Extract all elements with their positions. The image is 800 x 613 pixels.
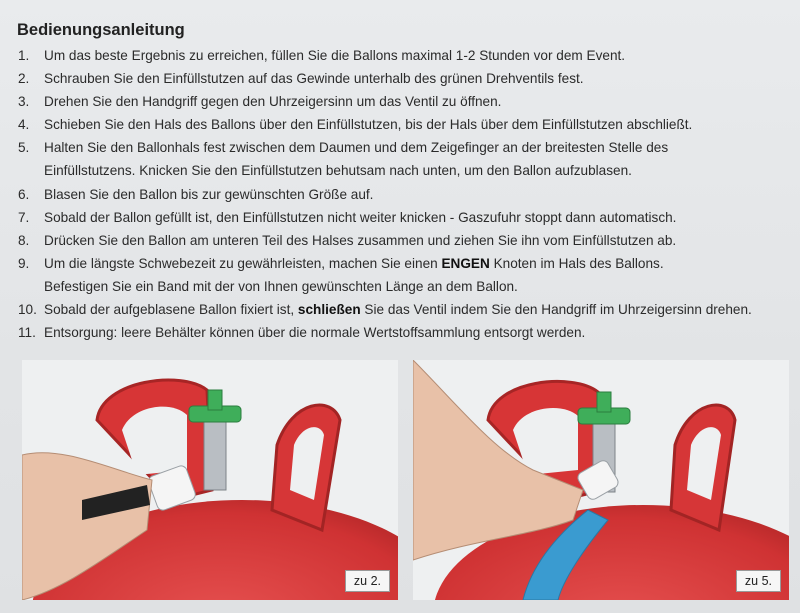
step-number: 10.: [18, 302, 37, 318]
step-number: 11.: [18, 325, 36, 341]
step-text-part: Sobald der aufgeblasene Ballon fixiert ist,: [44, 302, 298, 318]
step-text-part: Sie das Ventil indem Sie den Handgriff im Uhrzeigersinn drehen.: [360, 302, 752, 318]
step-text-part: Knoten im Hals des Ballons.: [489, 255, 664, 271]
page-title: Bedienungsanleitung: [17, 21, 185, 39]
step-text: Sobald der Ballon gefüllt ist, den Einfüllstutzen nicht weiter knicken - Gaszufuhr stoppt dann automatisch.: [44, 209, 677, 225]
photo-caption: zu 2.: [345, 570, 390, 592]
step-number: 2.: [18, 71, 30, 87]
helium-tank-balloon-illustration: [413, 360, 789, 600]
list-item: [18, 183, 798, 206]
step-text-line: Halten Sie den Ballonhals fest zwischen dem Daumen und dem Zeigefinger an der breitesten Stelle des: [44, 140, 669, 156]
step-text-line: Befestigen Sie ein Band mit der von Ihnen gewünschten Länge an dem Ballon.: [44, 278, 518, 294]
instruction-list: [18, 44, 798, 344]
photo-caption: zu 5.: [736, 570, 781, 592]
list-item: [18, 229, 798, 252]
step-number: 6.: [18, 186, 30, 202]
step-text-part: Um die längste Schwebezeit zu gewährleisten, machen Sie einen: [44, 255, 442, 271]
step-text-line: Einfüllstutzens. Knicken Sie den Einfüllstutzen behutsam nach unten, um den Ballon aufzublasen.: [44, 163, 632, 179]
step-text: Blasen Sie den Ballon bis zur gewünschten Größe auf.: [44, 186, 374, 202]
step-text: Um das beste Ergebnis zu erreichen, füllen Sie die Ballons maximal 1-2 Stunden vor dem Event.: [44, 48, 626, 63]
step-number: 1.: [18, 48, 30, 63]
step-text: Schrauben Sie den Einfüllstutzen auf das Gewinde unterhalb des grünen Drehventils fest.: [44, 71, 584, 87]
list-item: [18, 298, 798, 321]
step-text: [44, 252, 798, 298]
step-text: Entsorgung: leere Behälter können über die normale Wertstoffsammlung entsorgt werden.: [44, 325, 586, 341]
step-text-emphasis: schließen: [297, 302, 361, 318]
step-number: 3.: [18, 94, 30, 110]
step-text: Drücken Sie den Ballon am unteren Teil des Halses zusammen und ziehen Sie ihn vom Einfüllstutzen ab.: [44, 232, 677, 248]
list-item: [18, 136, 798, 182]
step-number: 5.: [18, 140, 30, 156]
photo-step-5: [413, 360, 789, 600]
step-text: Schieben Sie den Hals des Ballons über den Einfüllstutzen, bis der Hals über dem Einfüllstutzen abschließt.: [44, 117, 693, 133]
list-item: [18, 67, 798, 90]
step-number: 8.: [18, 232, 30, 248]
step-text: Drehen Sie den Handgriff gegen den Uhrzeigersinn um das Ventil zu öffnen.: [44, 94, 502, 110]
list-item: [18, 206, 798, 229]
list-item: [18, 90, 798, 113]
step-text-emphasis: ENGEN: [441, 255, 490, 271]
step-text: [44, 298, 798, 321]
step-number: 4.: [18, 117, 30, 133]
step-text: [44, 136, 798, 182]
list-item: [18, 113, 798, 136]
valve-stem: [204, 420, 226, 490]
list-item: [18, 252, 798, 298]
step-number: 7.: [18, 209, 30, 225]
photo-step-2: [22, 360, 398, 600]
step-number: 9.: [18, 255, 30, 271]
helium-tank-illustration: [22, 360, 398, 600]
list-item: [18, 321, 798, 344]
list-item: [18, 44, 798, 67]
